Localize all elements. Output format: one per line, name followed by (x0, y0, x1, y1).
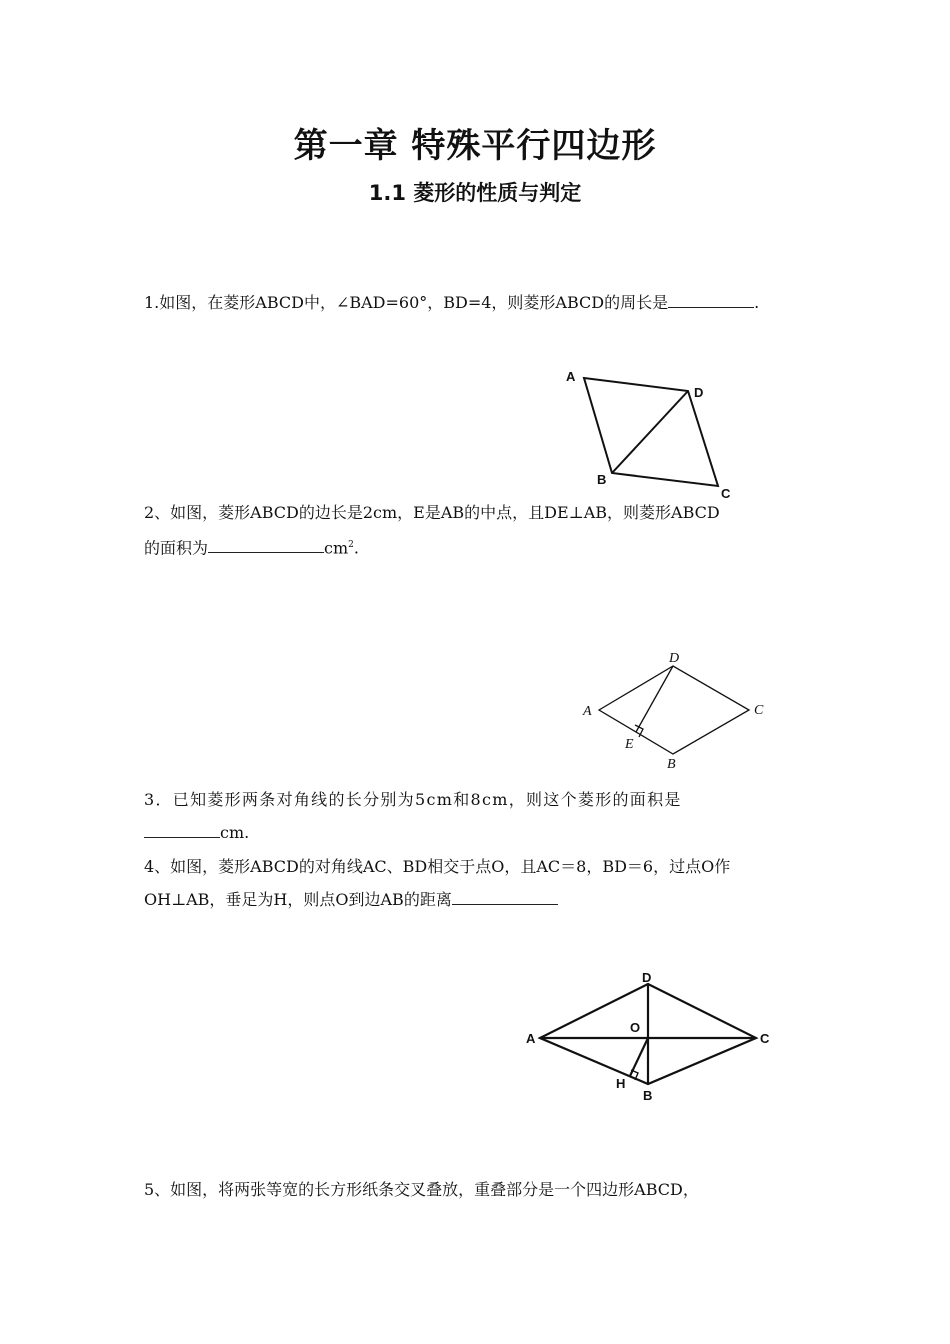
question-2-sup: 2 (348, 540, 354, 550)
question-1 (144, 286, 808, 319)
question-3-line1: 3．已知菱形两条对角线的长分别为5cm和8cm，则这个菱形的面积是 (144, 790, 682, 809)
section-title: 1.1 菱形的性质与判定 (368, 181, 582, 205)
label-d: D (642, 970, 652, 985)
figure-1-rhombus (560, 365, 750, 505)
question-5 (144, 1173, 808, 1206)
question-2-tail: . (353, 538, 359, 558)
answer-blank-3[interactable] (144, 819, 220, 838)
question-5-line1: 5、如图，将两张等宽的长方形纸条交叉叠放，重叠部分是一个四边形ABCD， (144, 1180, 699, 1199)
question-2-line1: 2、如图，菱形ABCD的边长是2cm，E是AB的中点，且DE⊥AB，则菱形ABCD (144, 503, 720, 522)
answer-blank-1[interactable] (668, 289, 754, 308)
figure-3-rhombus (520, 970, 780, 1110)
question-4-line1: 4、如图，菱形ABCD的对角线AC、BD相交于点O，且AC＝8，BD＝6，过点O作 (144, 857, 731, 876)
segment-de (636, 666, 673, 732)
label-d: D (669, 651, 680, 666)
question-2-line2: 的面积为 (144, 538, 209, 558)
label-a: A (526, 1031, 536, 1046)
label-c: C (760, 1031, 770, 1046)
question-4-line2: OH⊥AB，垂足为H，则点O到边AB的距离 (144, 890, 452, 909)
answer-blank-4[interactable] (452, 886, 558, 905)
question-3-unit: cm. (220, 823, 250, 842)
rhombus-outline (599, 666, 749, 754)
answer-blank-2[interactable] (208, 534, 324, 553)
question-3 (144, 783, 808, 849)
question-1-tail: . (754, 293, 760, 312)
label-a: A (583, 704, 592, 719)
question-2-unit: cm (324, 538, 349, 558)
label-a: A (566, 369, 576, 384)
label-b: B (643, 1088, 653, 1103)
label-o: O (630, 1020, 641, 1035)
label-c: C (754, 703, 764, 718)
question-2 (144, 496, 808, 564)
label-h: H (616, 1076, 626, 1091)
label-d: D (694, 385, 704, 400)
label-b: B (597, 472, 607, 487)
label-b: B (667, 757, 676, 772)
label-e: E (625, 737, 634, 752)
label-c: C (721, 486, 731, 501)
question-1-text: 1.如图，在菱形ABCD中，∠BAD=60°，BD=4，则菱形ABCD的周长是 (144, 293, 669, 312)
diagonal-bd (612, 391, 688, 473)
figure-2-rhombus (575, 648, 775, 773)
question-4 (144, 850, 808, 916)
chapter-title: 第一章 特殊平行四边形 (293, 126, 657, 166)
